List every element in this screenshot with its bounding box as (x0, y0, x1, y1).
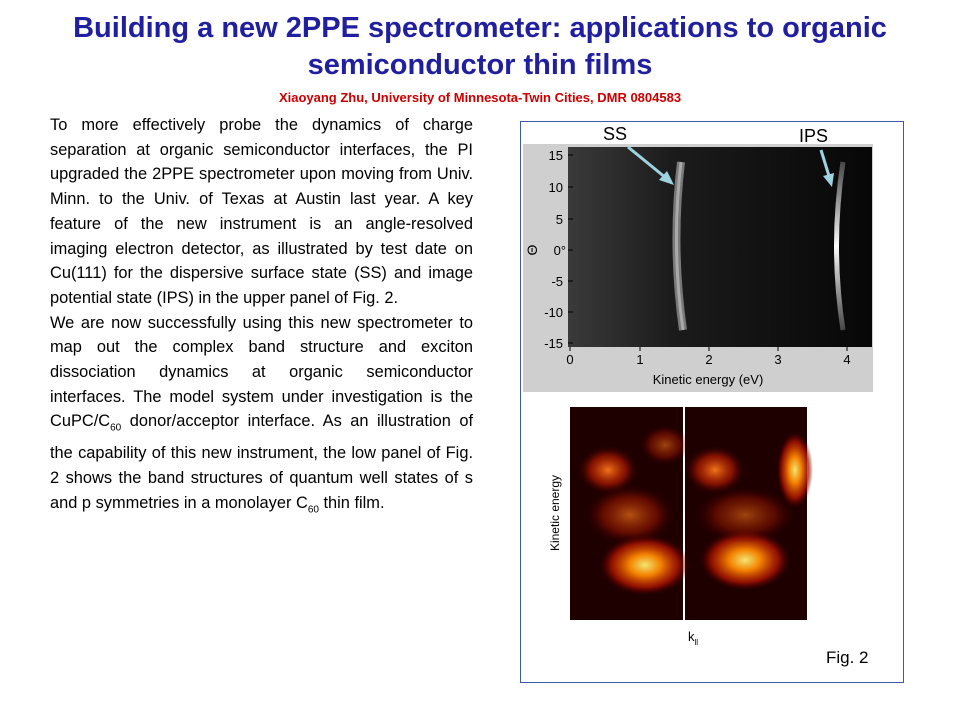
paragraph-2-part-3: thin film. (318, 493, 385, 512)
upper-x-tick-label: 1 (636, 352, 644, 367)
upper-y-tick-label: 15 (548, 148, 563, 163)
upper-y-tick-label: -15 (544, 336, 563, 351)
ips-annotation: IPS (799, 126, 829, 146)
upper-x-tick-label: 4 (843, 352, 851, 367)
paragraph-2-part-2: donor/acceptor interface. As an illustration of the capability of this new instrument, the low panel of Fig. 2 shows the band structures of quantum well states of s and p symmetries in a monolayer C (50, 412, 473, 512)
upper-y-tick-label: -10 (544, 305, 563, 320)
upper-y-tick-label: 5 (555, 212, 563, 227)
subscript-60: 60 (307, 504, 319, 516)
upper-y-tick-label: -5 (551, 274, 563, 289)
k-subscript: ll (694, 638, 699, 647)
lower-y-axis-label: Kinetic energy (548, 474, 562, 552)
upper-x-tick-label: 0 (566, 352, 574, 367)
upper-x-tick-label: 3 (774, 352, 782, 367)
figure-label: Fig. 2 (826, 648, 869, 667)
upper-x-tick-label: 2 (705, 352, 713, 367)
upper-y-axis-label: Θ (524, 244, 540, 256)
paragraph-2-part-1: We are now successfully using this new spectrometer to map out the complex band structure and exciton dissociation dynamics at organic semiconductor interfaces. The model system under investigation is the CuPC/C (50, 313, 473, 431)
ss-annotation: SS (603, 124, 628, 144)
paragraph-1: To more effectively probe the dynamics of charge separation at organic semiconductor interfaces, the PI upgraded the 2PPE spectrometer upon moving from Univ. Minn. to the Univ. of Texas at Austin last year. A key feature of the new instrument is an angle-resolved imaging electron detector, as illustrated by test date on Cu(111) for the dispersive surface state (SS) and image potential state (IPS) in the upper panel of Fig. 2. (50, 116, 473, 307)
slide-title: Building a new 2PPE spectrometer: applications to organic semiconductor thin films (73, 12, 887, 81)
upper-y-tick-label: 0° (553, 243, 566, 258)
upper-y-tick-label: 10 (548, 180, 563, 195)
k-symbol: k (688, 629, 695, 644)
lower-x-axis-label (688, 629, 698, 647)
upper-x-axis-label: Kinetic energy (eV) (652, 372, 764, 387)
lower-plot (548, 407, 813, 647)
subscript-60: 60 (110, 422, 122, 434)
upper-plot (524, 147, 872, 387)
author-line: Xiaoyang Zhu, University of Minnesota-Twin Cities, DMR 0804583 (278, 90, 682, 105)
upper-x-tick-marks (570, 347, 847, 351)
